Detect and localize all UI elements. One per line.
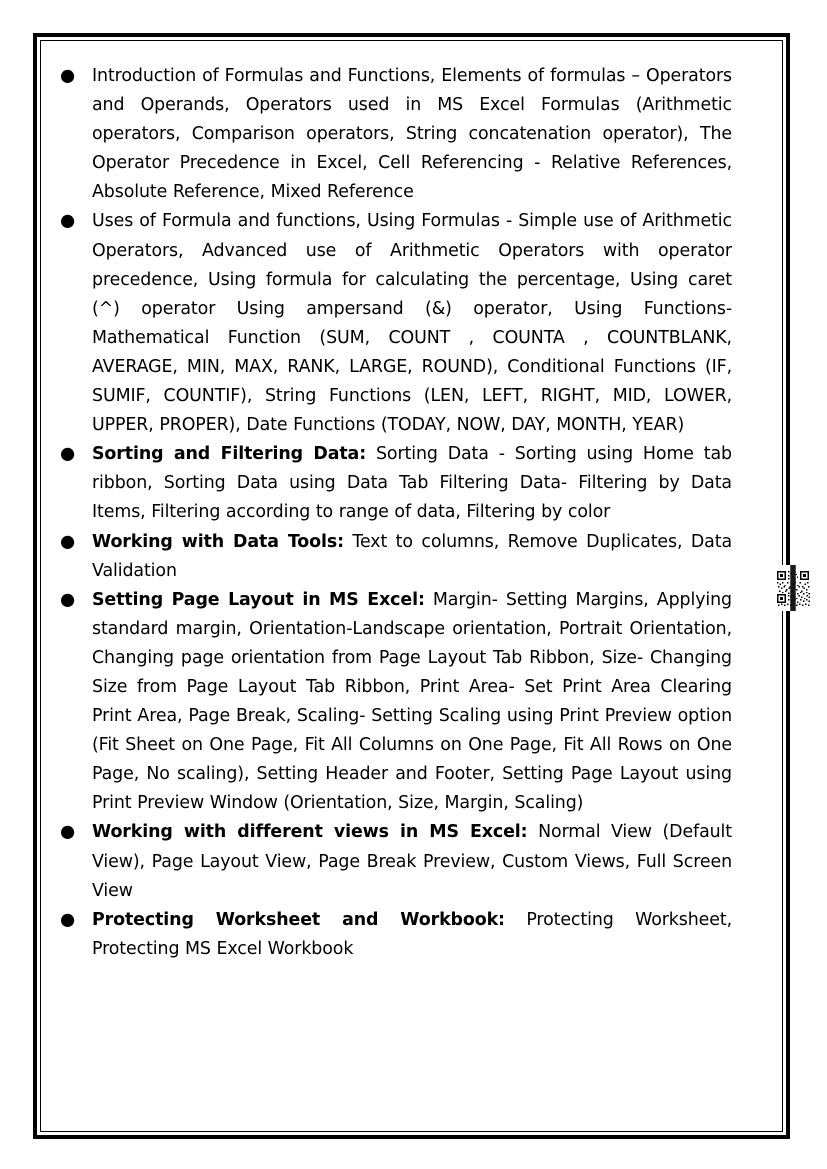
syllabus-bullet-list [60, 62, 732, 964]
list-item-heading: Setting Page Layout in MS Excel: [92, 589, 425, 610]
list-item-text: Protecting Worksheet, Protecting MS Excel Workbook [92, 909, 732, 959]
bullet-marker: ● [60, 822, 76, 843]
bullet-marker: ● [60, 909, 76, 930]
list-item-text: Text to columns, Remove Duplicates, Data Validation [92, 531, 732, 581]
list-item-body [92, 528, 732, 586]
list-item [60, 62, 732, 207]
list-item-body [92, 440, 732, 527]
bullet-marker: ● [60, 444, 76, 465]
syllabus-content [60, 62, 732, 964]
list-item-body [92, 207, 732, 440]
list-item-text: Margin- Setting Margins, Applying standard margin, Orientation-Landscape orientation, Portrait Orientation, Changing page orientation from Page Layout Tab Ribbon, Size- Changing Size from Page Layout Tab Ribbon, Print Area- Set Print Area Clearing Print Area, Page Break, Scaling- Setting Scaling using Print Preview option (Fit Sheet on One Page, Fit All Columns on One Page, Fit All Rows on One Page, No scaling), Setting Header and Footer, Setting Page Layout using Print Preview Window (Orientation, Size, Margin, Scaling) [92, 589, 732, 814]
list-item-body [92, 906, 732, 964]
list-item [60, 440, 732, 527]
list-item-heading: Working with different views in MS Excel: [92, 822, 528, 843]
list-item [60, 906, 732, 964]
list-item-heading: Working with Data Tools: [92, 531, 344, 552]
list-item [60, 528, 732, 586]
list-item-body [92, 818, 732, 905]
list-item [60, 586, 732, 819]
list-item [60, 818, 732, 905]
qr-code-icon [775, 565, 811, 611]
list-item-text: Introduction of Formulas and Functions, Elements of formulas – Operators and Operands, Operators used in MS Excel Formulas (Arithmetic operators, Comparison operators, String concatenation operator), The Operator Precedence in Excel, Cell Referencing - Relative References, Absolute Reference, Mixed Reference [92, 66, 732, 203]
list-item-text: Normal View (Default View), Page Layout View, Page Break Preview, Custom Views, Full Screen View [92, 822, 732, 901]
list-item-heading: Protecting Worksheet and Workbook: [92, 909, 505, 930]
list-item [60, 207, 732, 440]
bullet-marker: ● [60, 589, 76, 610]
list-item-heading: Sorting and Filtering Data: [92, 444, 367, 465]
list-item-text: Uses of Formula and functions, Using Formulas - Simple use of Arithmetic Operators, Advanced use of Arithmetic Operators with operator precedence, Using formula for calculating the percentage, Using caret (^) operator Using ampersand (&) operator, Using Functions- Mathematical Function (SUM, COUNT , COUNTA , COUNTBLANK, AVERAGE, MIN, MAX, RANK, LARGE, ROUND), Conditional Functions (IF, SUMIF, COUNTIF), String Functions (LEN, LEFT, RIGHT, MID, LOWER, UPPER, PROPER), Date Functions (TODAY, NOW, DAY, MONTH, YEAR) [92, 211, 732, 436]
bullet-marker: ● [60, 211, 76, 232]
bullet-marker: ● [60, 531, 76, 552]
list-item-body [92, 62, 732, 207]
list-item-text: Sorting Data - Sorting using Home tab ribbon, Sorting Data using Data Tab Filtering Data- Filtering by Data Items, Filtering according to range of data, Filtering by color [92, 444, 732, 523]
list-item-body [92, 586, 732, 819]
bullet-marker: ● [60, 66, 76, 86]
